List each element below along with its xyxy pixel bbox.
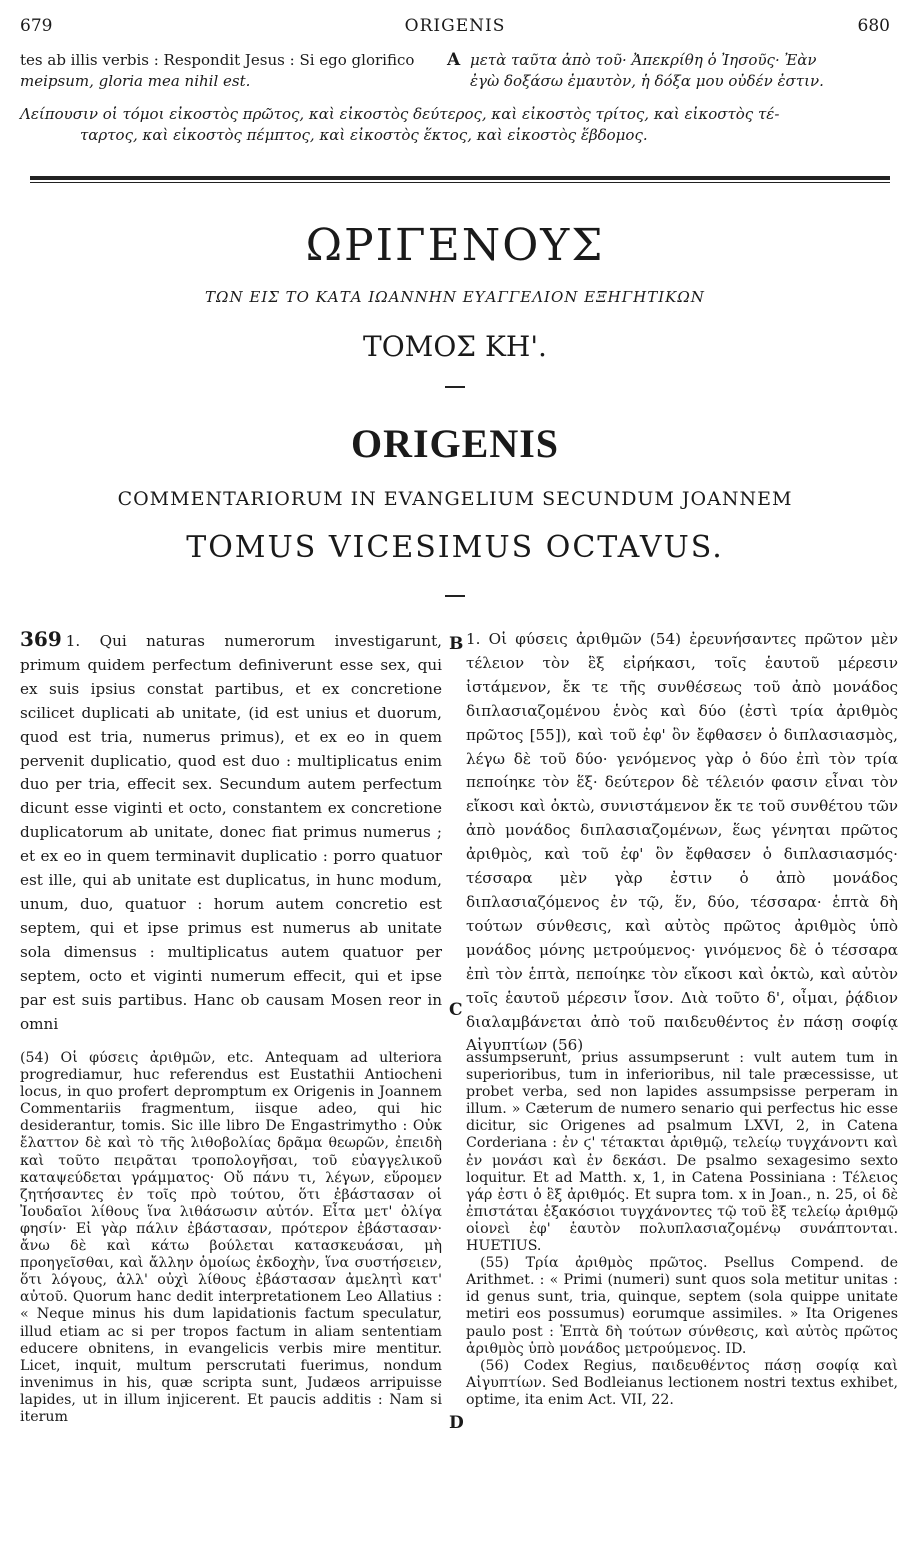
- lacuna-line-2: ταρτος, καὶ εἰκοστὸς πέμπτος, καὶ εἰκοστὸς ἕκτος, καὶ εἰκοστὸς ἕβδομος.: [80, 126, 648, 144]
- right-page-number: 680: [857, 16, 890, 36]
- footnotes-right: [466, 1050, 898, 1409]
- top-greek-line-2: ἐγὼ δοξάσω ἐμαυτὸν, ἡ δόξα μου οὐδέν ἐστιν.: [470, 72, 824, 90]
- greek-main-text: 1. Οἱ φύσεις ἀριθμῶν (54) ἐρευνήσαντες πρῶτον μὲν τέλειον τὸν ἓξ εἰρήκασι, τοῖς ἑαυτοῦ μέρεσιν ἱστάμενον, ἔκ τε τῆς συνθέσεως τοῦ ἀπὸ μονάδος διπλασιαζομένου ἑνὸς καὶ δύο (ἐστὶ τρία ἀριθμὸς πρῶτος [55]), καὶ τοῦ ἐφ' ὃν ἔφθασεν ὁ διπλασιασμὸς, λέγω δὲ τοῦ δύο· γενόμενος γὰρ ὁ δύο ἐπὶ τὸν τρία πεποίηκε τὸν ἕξ· δεύτερον δὲ τέλειόν φασιν εἶναι τὸν εἴκοσι καὶ ὀκτὼ, συνιστάμενον ἔκ τε τοῦ συνθέτου τῶν ἀπὸ μονάδος διπλασιαζομένων, ἕως γένηται πρῶτος ἀριθμὸς, καὶ τοῦ ἐφ' ὃν ἔφθασεν ὁ διπλασιασμός· τέσσαρα μὲν γὰρ ἐστιν ὁ ἀπὸ μονάδος διπλασιαζόμενος ἐν τῷ, ἕν, δύο, τέσσαρα· ἑπτὰ δὴ τούτων σύνθεσις, καὶ αὐτὸς πρῶτος ἀριθμὸς ὑπὸ μονάδος μόνης μετρούμενος· γινόμενος δὲ ὁ τέσσαρα ἐπὶ τὸν ἑπτὰ, πεποίηκε τὸν εἴκοσι καὶ ὀκτὼ, καὶ αὐτὸν τοῖς ἑαυτοῦ μέρεσιν ἴσον. Διὰ τοῦτο δ', οἶμαι, ῥᾴδιον διαλαμβάνεται ἀπὸ τοῦ παιδευθέντος ἐν πάσῃ σοφίᾳ Αἰγυπτίων (56): [466, 630, 898, 1055]
- running-title: ORIGENIS: [404, 16, 506, 36]
- left-page-number: 679: [20, 16, 53, 36]
- section-rule-thin: [30, 182, 890, 183]
- top-greek-continuation: [470, 50, 900, 92]
- top-latin-line-2: meipsum, gloria mea nihil est.: [20, 72, 251, 90]
- footnote-54: (54) Οἱ φύσεις ἀριθμῶν, etc. Antequam ad ulteriora progrediamur, huc referendus est Eustathii Antiocheni locus, in quo profert depromptum ex Origenis in Joannem Commentariis fragmentum, iisque adeo, qui hic desiderantur, tomis. Sic ille libro De Engastrimytho : Οὐκ ἔλαττον δὲ καὶ τὸ τῆς λιθοβολίας δρᾶμα θεωρῶν, ἐπειδὴ καὶ τοῦτο πειρᾶται τροπολογῆσαι, τοῦ εὐαγγελικοῦ καταψεύδεται γράμματος· Οὔ πάνυ τι, λέγων, εὕρομεν ζητήσαντες ἐν τοῖς πρὸ τούτου, ὅτι ἐβάστασαν οἱ Ἰουδαῖοι λίθους ἵνα λιθάσωσιν αὐτόν. Εἶτα μετ' ὀλίγα φησίν· Εἰ γὰρ πάλιν ἐβάστασαν, πρότερον ἐβάστασαν· ἄνω δὲ καὶ κάτω βούλεται κατασκευάσαι, μὴ προηγεῖσθαι, καὶ ἄλλην ὁμοίως ἐκδοχὴν, ἵνα συστήσειεν, ὅτι λόγους, ἀλλ' οὐχὶ λίθους ἐβάστασαν ἀμελητὶ κατ' αὐτοῦ. Quorum hanc dedit interpretationem Leo Allatius : « Neque minus his dum lapidationis factum speculatur, illud etiam ac si per tropos factum in aliam sententiam educere obnitens, in evangelicis verbis mire mentitur. Licet, inquit, multum perscrutati fuerimus, nondum invenimus in his, quæ scripta sunt, Judæos arripuisse lapides, ut in illum injicerent. Et paucis additis : Nam si iterum: [20, 1050, 442, 1425]
- top-greek-line-1: μετὰ ταῦτα ἀπὸ τοῦ· Ἀπεκρίθη ὁ Ἰησοῦς· Ἐὰν: [470, 51, 817, 69]
- footnote-54-continued: assumpserunt, prius assumpserunt : vult autem tum in superioribus, tum in inferioribus, nil tale præcessisse, ut probet verba, sed non lapides assumpsisse perperam in illum. » Cæterum de numero senario qui perfectus hic esse dicitur, sic Origenes ad psalmum LXVI, 2, in Catena Corderiana : ἐν ϛ' τέτακται ἀριθμῷ, τελείῳ τυγχάνοντι καὶ ἐν μονάσι καὶ ἐν δεκάσι. De psalmo sexagesimo sexto loquitur. Et ad Matth. x, 1, in Catena Possiniana : Τέλειος γάρ ἐστι ὁ ἓξ ἀριθμός. Et supra tom. x in Joan., n. 25, οἱ δὲ ἐπιστάται ἑξακόσιοι τυγχάνοντες τῷ τοῦ ἓξ τελείῳ ἀριθμῷ οἱονεὶ ἐφ' ἑαυτὸν πολυπλασιαζομένῳ συνάπτονται. HUETIUS.: [466, 1050, 898, 1255]
- lacuna-notice: [20, 104, 890, 146]
- footnote-56: (56) Codex Regius, παιδευθέντος πάσῃ σοφίᾳ καὶ Αἰγυπτίων. Sed Bodleianus lectionem nostri textus exhibet, optime, ita enim Act. VII, 22.: [466, 1357, 898, 1408]
- margin-letter-d: D: [449, 1413, 464, 1433]
- top-latin-line-1: tes ab illis verbis : Respondit Jesus : Si ego glorifico: [20, 51, 415, 69]
- footnote-55: (55) Τρία ἀριθμὸς πρῶτος. Psellus Compend. de Arithmet. : « Primi (numeri) sunt quos sola metitur unitas : id genus sunt, tria, quinque, septem (sola quippe unitate metiri eos possumus) eorumque assimiles. » Ita Origenes paulo post : Ἑπτὰ δὴ τούτων σύνθεσις, καὶ αὐτὸς πρῶτος ἀριθμὸς ὑπὸ μονάδος μετρούμενος. ID.: [466, 1255, 898, 1357]
- latin-subtitle: COMMENTARIORUM IN EVANGELIUM SECUNDUM JOANNEM: [117, 488, 793, 510]
- title-dash-1: [445, 386, 465, 388]
- top-latin-continuation: [20, 50, 440, 92]
- latin-title: ORIGENIS: [350, 421, 560, 466]
- column-page-number: 369: [20, 627, 62, 651]
- lacuna-line-1: Λείπουσιν οἱ τόμοι εἰκοστὸς πρῶτος, καὶ εἰκοστὸς δεύτερος, καὶ εἰκοστὸς τρίτος, καὶ εἰκοστὸς τέ-: [20, 105, 780, 123]
- margin-letter-a: A: [447, 50, 461, 70]
- latin-tome-heading: TOMUS VICESIMUS OCTAVUS.: [186, 530, 724, 565]
- margin-letter-b: B: [449, 634, 464, 654]
- title-dash-2: [445, 595, 465, 597]
- greek-subtitle: ΤΩΝ ΕΙΣ ΤΟ ΚΑΤΑ ΙΩΑΝΝΗΝ ΕΥΑΓΓΕΛΙΟΝ ΕΞΗΓΗΤΙΚΩΝ: [205, 288, 705, 306]
- margin-letter-c: C: [449, 1000, 463, 1020]
- greek-tome-heading: ΤΟΜΟΣ ΚΗ'.: [363, 330, 547, 363]
- latin-main-text: [20, 628, 442, 1036]
- section-rule-thick: [30, 176, 890, 180]
- greek-title: ΩΡΙΓΕΝΟΥΣ: [305, 220, 605, 271]
- latin-paragraph: 1. Qui naturas numerorum investigarunt, primum quidem perfectum definiverunt esse sex, qui ex suis ipsius constat partibus, et ex concretione scilicet duplicati ab unitate, (id est unius et duorum, quod est tria, numerus primus), et ex eo in quem pervenit duplicatio, quod est duo : multiplicatus enim duo per tria, effecit sex. Secundum autem perfectum dicunt esse viginti et octo, constantem ex concretione duplicatorum ab unitate, donec fiat primus numerus ; et ex eo in quem terminavit duplicatio : porro quatuor est ille, qui ab unitate est duplicatus, in hunc modum, unum, duo, quatuor : horum autem concretio est septem, qui et ipse primus est numerus ab unitate sola dimensus : multiplicatus autem quatuor per septem, octo et viginti numerum effecit, qui et ipse par est suis partibus. Hanc ob causam Mosen reor in omni: [20, 632, 442, 1033]
